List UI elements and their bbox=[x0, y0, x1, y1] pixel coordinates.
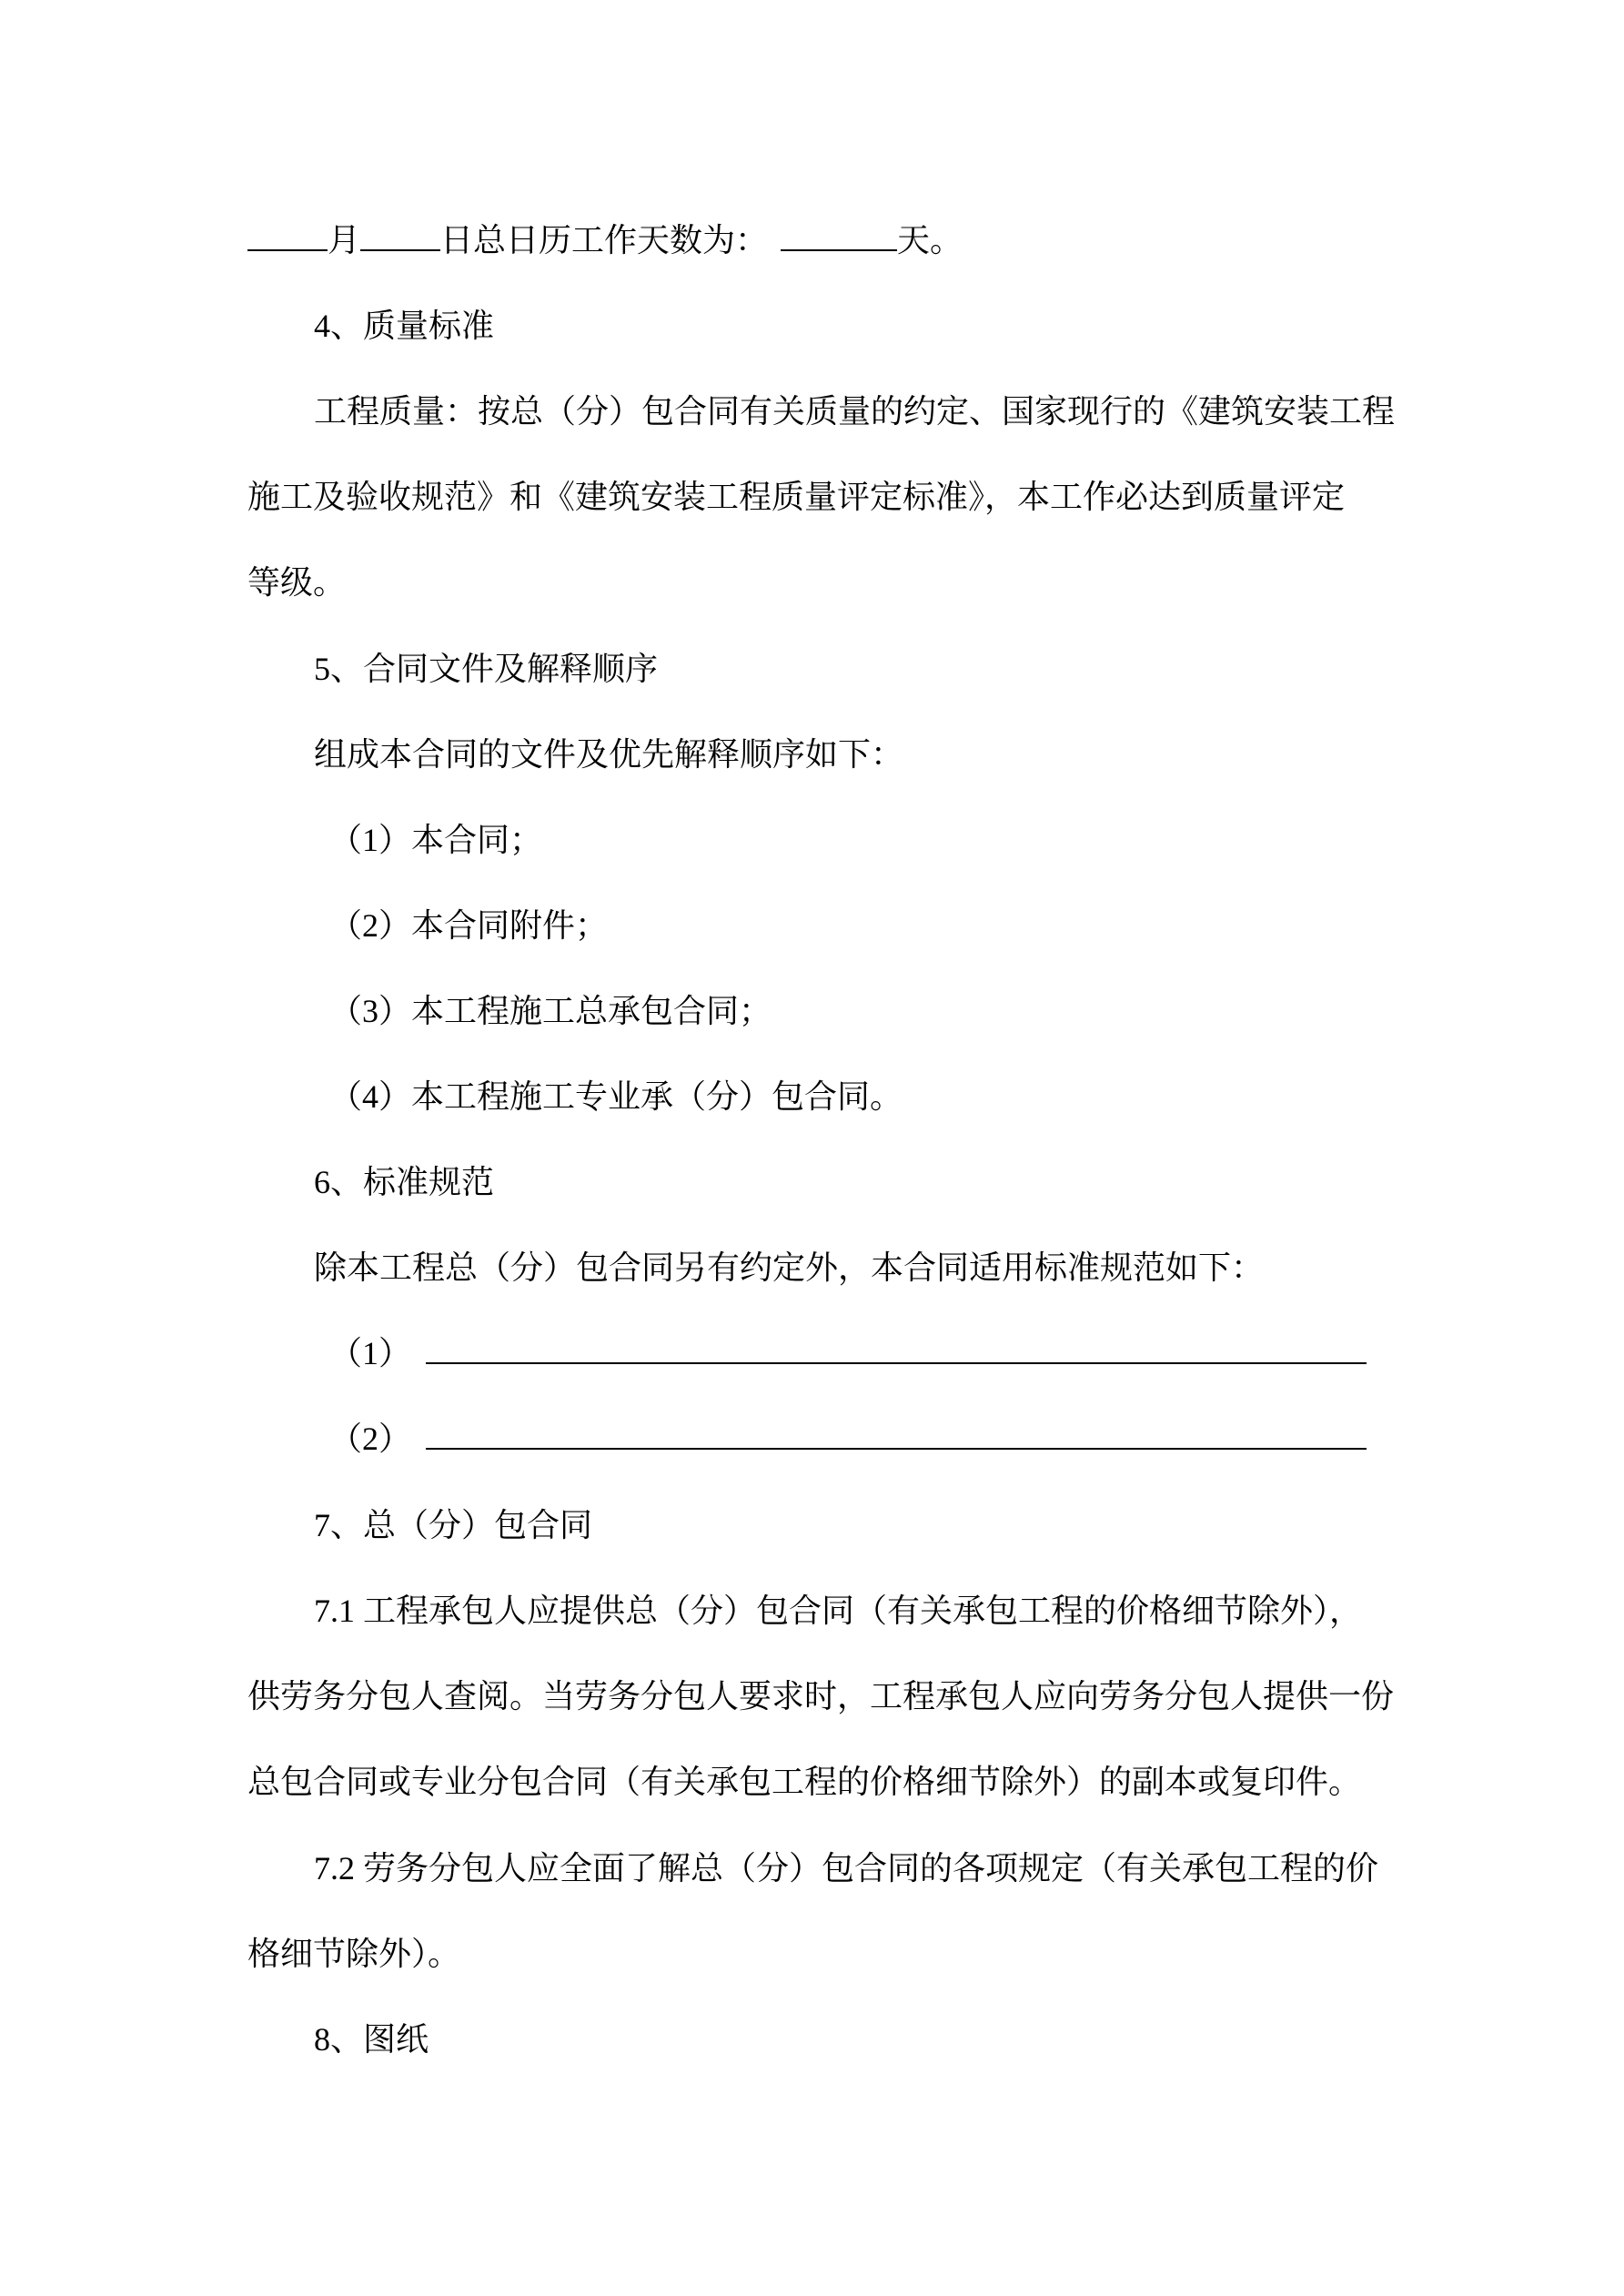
paragraph-line: 7.2 劳务分包人应全面了解总（分）包合同的各项规定（有关承包工程的价 bbox=[314, 1850, 1379, 1886]
paragraph-line: 工程质量：按总（分）包合同有关质量的约定、国家现行的《建筑安装工程 bbox=[314, 393, 1396, 430]
section-heading-8: 8、图纸 bbox=[314, 2021, 429, 2058]
list-item: （3）本工程施工总承包合同； bbox=[329, 993, 772, 1029]
month-blank[interactable] bbox=[247, 222, 328, 251]
standard-blank-2[interactable] bbox=[426, 1421, 1367, 1450]
paragraph-line: 除本工程总（分）包合同另有约定外，本合同适用标准规范如下： bbox=[314, 1249, 1265, 1286]
days-unit: 天。 bbox=[897, 222, 963, 258]
section-heading-4: 4、质量标准 bbox=[314, 308, 495, 344]
work-days-line bbox=[247, 220, 963, 260]
total-days-label: 日总日历工作天数为： bbox=[440, 222, 769, 258]
paragraph-line: 格细节除外）。 bbox=[247, 1936, 461, 1972]
list-item: （1）本合同； bbox=[329, 822, 543, 858]
item-number: （2） bbox=[329, 1421, 412, 1457]
day-blank[interactable] bbox=[360, 222, 440, 251]
paragraph-line: 供劳务分包人查阅。当劳务分包人要求时，工程承包人应向劳务分包人提供一份 bbox=[247, 1678, 1395, 1714]
section-heading-6: 6、标准规范 bbox=[314, 1164, 495, 1200]
paragraph-line: 7.1 工程承包人应提供总（分）包合同（有关承包工程的价格细节除外）， bbox=[314, 1593, 1363, 1629]
total-days-blank[interactable] bbox=[781, 222, 897, 251]
standard-blank-1[interactable] bbox=[426, 1335, 1367, 1364]
paragraph-line: 施工及验收规范》和《建筑安装工程质量评定标准》，本工作必达到质量评定 bbox=[247, 479, 1346, 515]
month-label: 月 bbox=[328, 222, 361, 258]
standard-item-2 bbox=[329, 1419, 1367, 1459]
paragraph-line: 组成本合同的文件及优先解释顺序如下： bbox=[314, 736, 904, 773]
list-item: （2）本合同附件； bbox=[329, 907, 609, 944]
paragraph-line: 总包合同或专业分包合同（有关承包工程的价格细节除外）的副本或复印件。 bbox=[247, 1764, 1362, 1800]
section-heading-7: 7、总（分）包合同 bbox=[314, 1507, 593, 1543]
section-heading-5: 5、合同文件及解释顺序 bbox=[314, 651, 659, 687]
item-number: （1） bbox=[329, 1335, 412, 1371]
paragraph-line: 等级。 bbox=[247, 564, 347, 601]
standard-item-1 bbox=[329, 1333, 1367, 1373]
list-item: （4）本工程施工专业承（分）包合同。 bbox=[329, 1078, 903, 1115]
